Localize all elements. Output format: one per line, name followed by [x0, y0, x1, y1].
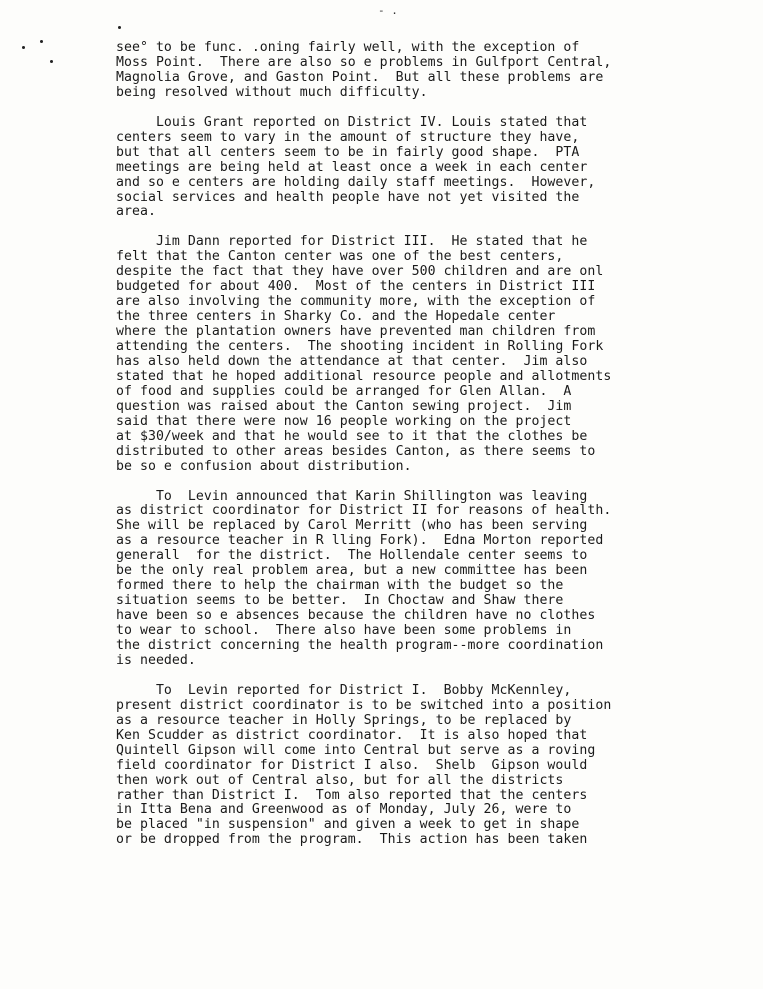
- page-mark: - .: [378, 4, 398, 17]
- text-line: of food and supplies could be arranged for Glen Allan. A: [116, 383, 572, 399]
- text-line: Louis Grant reported on District IV. Louis stated that: [116, 114, 588, 130]
- text-line: as a resource teacher in R lling Fork). Edna Morton reported: [116, 533, 604, 549]
- text-line: She will be replaced by Carol Merritt (who has been serving: [116, 518, 588, 534]
- margin-speck: [40, 40, 43, 43]
- text-line: felt that the Canton center was one of the best centers,: [116, 249, 564, 265]
- text-line: Ken Scudder as district coordinator. It is also hoped that: [116, 727, 588, 743]
- text-line: the district concerning the health program--more coordination: [116, 638, 604, 653]
- text-line: present district coordinator is to be switched into a position: [116, 697, 612, 713]
- text-line: To Levin reported for District I. Bobby McKennley,: [116, 682, 572, 698]
- text-line: Jim Dann reported for District III. He stated that he: [116, 234, 588, 250]
- text-line: be placed "in suspension" and given a week to get in shape: [116, 817, 580, 833]
- text-line: are also involving the community more, with the exception of: [116, 294, 596, 310]
- text-line: formed there to help the chairman with the budget so the: [116, 578, 564, 594]
- text-line: has also held down the attendance at that center. Jim also: [116, 353, 588, 369]
- text-line: despite the fact that they have over 500 children and are onl: [116, 264, 604, 280]
- text-line: be the only real problem area, but a new committee has been: [116, 563, 588, 579]
- text-line: is needed.: [116, 652, 196, 668]
- text-line: Magnolia Grove, and Gaston Point. But all these problems are: [116, 69, 604, 85]
- text-line: area.: [116, 204, 156, 220]
- text-line: situation seems to be better. In Choctaw and Shaw there: [116, 593, 564, 609]
- text-line: field coordinator for District I also. Shelb Gipson would: [116, 757, 588, 773]
- text-line: as district coordinator for District II for reasons of health.: [116, 503, 612, 519]
- margin-speck: [118, 26, 121, 29]
- text-line: distributed to other areas besides Canton, as there seems to: [116, 443, 596, 459]
- text-line: centers seem to vary in the amount of structure they have,: [116, 129, 580, 145]
- text-line: Moss Point. There are also so e problems in Gulfport Central,: [116, 54, 612, 70]
- text-line: meetings are being held at least once a week in each center: [116, 159, 588, 175]
- text-line: where the plantation owners have prevented man children from: [116, 324, 596, 340]
- text-line: and so e centers are holding daily staff meetings. However,: [116, 174, 596, 190]
- text-line: at $30/week and that he would see to it that the clothes be: [116, 428, 588, 444]
- text-line: to wear to school. There also have been some problems in: [116, 623, 572, 639]
- text-line: rather than District I. Tom also reported that the centers: [116, 787, 588, 803]
- text-line: be so e confusion about distribution.: [116, 458, 412, 474]
- text-line: have been so e absences because the children have no clothes: [116, 608, 596, 624]
- text-line: generall for the district. The Hollendale center seems to: [116, 548, 588, 564]
- text-line: attending the centers. The shooting incident in Rolling Fork: [116, 339, 604, 354]
- text-line: budgeted for about 400. Most of the centers in District III: [116, 279, 596, 295]
- text-line: then work out of Central also, but for all the districts: [116, 772, 564, 788]
- text-line: being resolved without much difficulty.: [116, 84, 428, 100]
- text-line: in Itta Bena and Greenwood as of Monday, July 26, were to: [116, 802, 572, 818]
- text-line: but that all centers seem to be in fairly good shape. PTA: [116, 144, 580, 160]
- text-line: To Levin announced that Karin Shillington was leaving: [116, 488, 588, 504]
- text-line: said that there were now 16 people working on the project: [116, 413, 572, 429]
- text-line: or be dropped from the program. This action has been taken: [116, 832, 588, 848]
- text-line: social services and health people have not yet visited the: [116, 189, 580, 205]
- margin-speck: [22, 46, 25, 49]
- text-line: question was raised about the Canton sewing project. Jim: [116, 398, 572, 414]
- text-line: as a resource teacher in Holly Springs, to be replaced by: [116, 712, 572, 728]
- text-line: stated that he hoped additional resource people and allotments: [116, 368, 612, 384]
- text-line: Quintell Gipson will come into Central but serve as a roving: [116, 742, 596, 758]
- margin-speck: [50, 60, 53, 63]
- text-line: the three centers in Sharky Co. and the Hopedale center: [116, 309, 556, 325]
- text-line: see° to be func. .oning fairly well, with the exception of: [116, 40, 580, 55]
